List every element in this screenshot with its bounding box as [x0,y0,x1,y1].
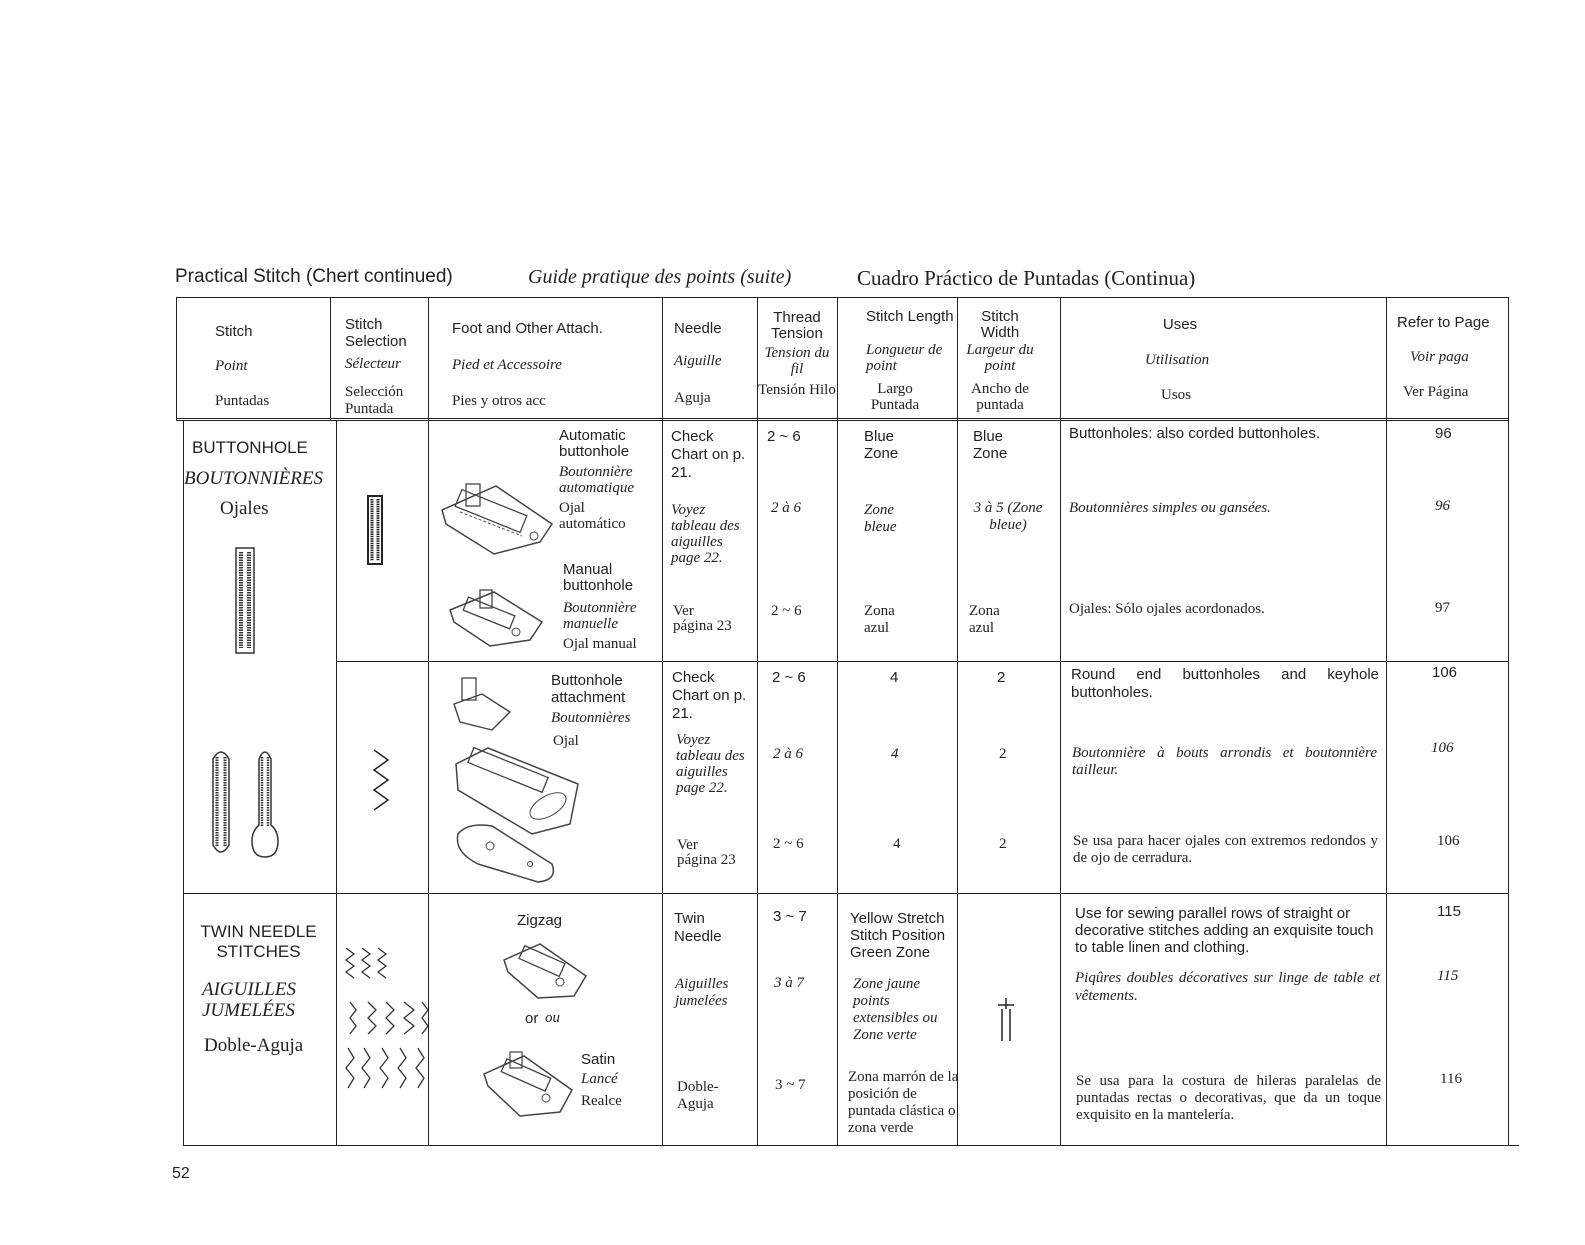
twin-uses-en: Use for sewing parallel rows of straight or decorative stitches adding an exquisite touch to table linen and clothing. [1075,905,1374,956]
twin-page-en: 115 [1437,903,1461,920]
attachment-uses-fr: Boutonnière à bouts arrondis et boutonnière tailleur. [1072,745,1377,778]
twin-label-fr: AIGUILLES JUMELÉES [202,979,296,1021]
foot-or-en: or [525,1010,539,1027]
foot-manual-es: Ojal manual [563,636,637,652]
header-length-en: Stitch Length [866,308,954,325]
twin-needle-fr: Aiguilles jumelées [675,976,729,1009]
round-end-buttonhole-icon [210,745,232,860]
buttonhole-length-es: Zona azul [864,603,895,636]
buttonhole-stitch-icon [232,548,258,658]
attachment-width-fr: 2 [999,746,1007,762]
foot-manual-fr: Boutonnière manuelle [563,600,637,632]
header-foot-fr: Pied et Accessoire [452,357,562,373]
attachment-needle-es: Ver página 23 [677,837,736,868]
header-width-fr: Largeur du point [966,342,1034,374]
header-needle-en: Needle [674,320,722,337]
header-needle-es: Aguja [674,390,711,406]
twin-needle-es: Doble-Aguja [677,1079,719,1112]
attachment-tension-es: 2 ~ 6 [773,836,804,852]
buttonhole-uses-en: Buttonholes: also corded buttonholes. [1069,425,1321,442]
header-needle-fr: Aiguille [674,353,722,369]
twin-label-es: Doble-Aguja [204,1035,304,1056]
foot-automatic-es: Ojal automático [559,500,626,532]
foot-satin-es: Realce [581,1093,622,1109]
manual-buttonhole-foot-icon [446,588,546,650]
header-page-es: Ver Página [1403,384,1469,400]
header-selection-fr: Sélecteur [345,356,401,372]
header-stitch-es: Puntadas [215,393,270,409]
header-uses-en: Uses [1162,316,1198,333]
header-uses-fr: Utilisation [1145,352,1210,368]
header-page-fr: Voir paga [1410,349,1469,365]
buttonhole-label-en: BUTTONHOLE [192,438,308,457]
buttonhole-page-fr: 96 [1435,498,1450,514]
twin-page-es: 116 [1440,1071,1462,1087]
foot-attachment-en: Buttonhole attachment [551,672,626,706]
buttonhole-width-en: Blue Zone [973,428,1008,462]
header-selection-es: Selección Puntada [345,384,404,417]
buttonhole-length-en: Blue Zone [864,428,899,462]
twin-page-fr: 115 [1437,968,1459,984]
buttonhole-uses-fr: Boutonnières simples ou gansées. [1069,500,1271,516]
attachment-length-en: 4 [890,669,899,686]
buttonhole-tension-fr: 2 à 6 [771,500,801,516]
foot-automatic-en: Automatic buttonhole [559,427,630,460]
zigzag-foot-icon [500,940,590,1002]
foot-attachment-fr: Boutonnières [551,710,631,726]
header-length-fr: Longueur de point [866,342,943,374]
attachment-length-es: 4 [893,836,901,852]
header-foot-en: Foot and Other Attach. [452,320,603,337]
buttonhole-tension-en: 2 ~ 6 [767,428,801,445]
twin-tension-en: 3 ~ 7 [773,908,807,925]
header-width-en: Stitch Width [980,308,1020,341]
header-stitch-fr: Point [215,358,248,374]
attachment-length-fr: 4 [891,746,899,762]
foot-zigzag-label: Zigzag [517,912,563,929]
automatic-buttonhole-foot-icon [436,480,558,558]
twin-tension-fr: 3 à 7 [774,975,804,991]
buttonhole-page-en: 96 [1435,425,1452,442]
foot-manual-en: Manual buttonhole [563,561,634,594]
foot-satin-en: Satin [581,1051,616,1068]
buttonhole-length-fr: Zone bleue [864,502,897,535]
buttonhole-tension-es: 2 ~ 6 [771,603,802,619]
keyhole-buttonhole-icon [250,745,280,860]
buttonhole-uses-es: Ojales: Sólo ojales acordonados. [1069,601,1265,617]
twin-length-es: Zona marrón de la posición de puntada clástica o zona verde [848,1069,959,1136]
title-french: Guide pratique des points (suite) [528,266,792,288]
title-english: Practical Stitch (Chert continued) [175,266,453,287]
twin-tension-es: 3 ~ 7 [775,1077,806,1093]
satin-foot-icon [480,1050,576,1120]
foot-automatic-fr: Boutonnière automatique [559,464,634,496]
buttonhole-needle-en: Check Chart on p. 21. [671,428,746,481]
attachment-tension-fr: 2 à 6 [773,746,803,762]
foot-attachment-es: Ojal [553,733,579,749]
header-tension-fr: Tension du fil [764,345,830,377]
attachment-page-es: 106 [1437,833,1460,849]
attachment-uses-en: Round end buttonholes and keyhole buttonholes. [1071,666,1379,701]
twin-length-fr: Zone jaune points extensibles ou Zone verte [853,976,938,1043]
twin-needle-en: Twin Needle [674,910,722,945]
twin-uses-es: Se usa para la costura de hileras paralelas de puntadas rectas o decorativas, que da un toque exquisito en la mantelería. [1076,1073,1381,1123]
foot-or-fr: ou [545,1010,560,1026]
twin-label-en: TWIN NEEDLE STITCHES [200,922,317,961]
buttonhole-page-es: 97 [1435,600,1450,616]
header-stitch-en: Stitch [215,323,253,340]
attachment-tension-en: 2 ~ 6 [772,669,806,686]
buttonhole-attachment-icon [448,674,598,894]
attachment-page-fr: 106 [1431,740,1454,756]
page-number: 52 [172,1165,190,1182]
attachment-needle-fr: Voyez tableau des aiguilles page 22. [676,732,745,796]
zigzag-selection-icon [372,748,392,818]
buttonhole-needle-fr: Voyez tableau des aiguilles page 22. [671,502,740,566]
header-selection-en: Stitch Selection [345,316,407,350]
header-width-es: Ancho de puntada [971,381,1029,413]
twin-needle-width-icon [996,997,1016,1043]
twin-uses-fr: Piqûres doubles décoratives sur linge de table et vêtements. [1075,970,1380,1004]
buttonhole-width-fr: 3 à 5 (Zone bleue) [973,500,1043,533]
foot-satin-fr: Lancé [581,1071,618,1087]
buttonhole-needle-es: Ver página 23 [673,603,732,634]
header-tension-en: Thread Tension [771,309,823,342]
header-foot-es: Pies y otros acc [452,393,546,409]
attachment-width-es: 2 [999,836,1007,852]
buttonhole-label-es: Ojales [220,498,269,519]
attachment-needle-en: Check Chart on p. 21. [672,669,747,722]
header-length-es: Largo Puntada [870,381,920,413]
attachment-uses-es: Se usa para hacer ojales con extremos redondos y de ojo de cerradura. [1073,833,1378,866]
header-uses-es: Usos [1161,387,1192,403]
buttonhole-label-fr: BOUTONNIÈRES [184,468,323,489]
twin-needle-patterns-icon [342,944,434,1102]
attachment-width-en: 2 [997,669,1006,686]
buttonhole-width-es: Zona azul [969,603,1000,636]
header-tension-es: Tensión Hilo [758,382,836,398]
twin-length-en: Yellow Stretch Stitch Position Green Zone [850,910,946,961]
attachment-page-en: 106 [1432,664,1458,681]
header-page-en: Refer to Page [1397,314,1490,331]
title-spanish: Cuadro Práctico de Puntadas (Continua) [857,266,1196,290]
buttonhole-selection-icon [367,496,383,566]
